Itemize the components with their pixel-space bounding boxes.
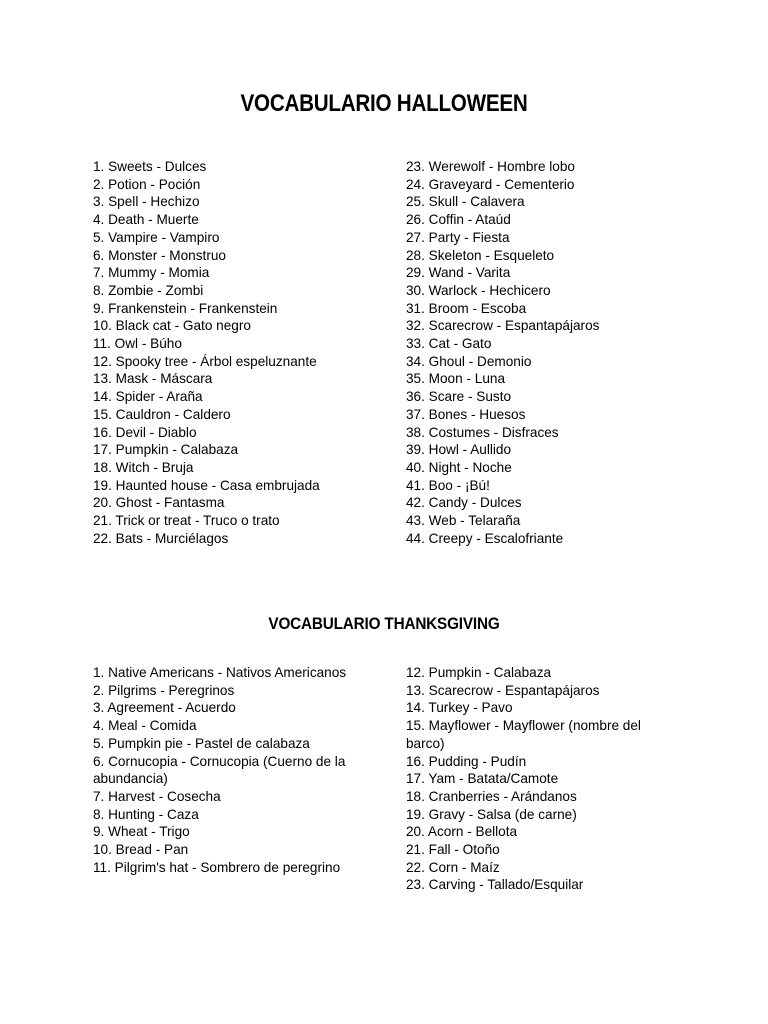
vocab-item: 29. Wand - Varita [406, 265, 511, 281]
vocab-item: 13. Mask - Máscara [93, 371, 213, 387]
vocab-item: 30. Warlock - Hechicero [406, 282, 551, 298]
vocab-item: 19. Haunted house - Casa embrujada [93, 477, 320, 493]
vocab-item: 14. Turkey - Pavo [406, 700, 513, 716]
vocab-item: 16. Devil - Diablo [93, 424, 197, 440]
vocab-item: 2. Potion - Poción [93, 176, 201, 192]
vocab-item: 20. Ghost - Fantasma [93, 495, 225, 511]
vocab-item: 37. Bones - Huesos [406, 406, 526, 422]
vocab-item: 14. Spider - Araña [93, 389, 203, 405]
vocab-item: 6. Cornucopia - Cornucopia (Cuerno de la abundancia) [93, 753, 346, 787]
vocab-item: 10. Black cat - Gato negro [93, 318, 251, 334]
vocab-item: 3. Agreement - Acuerdo [93, 700, 236, 716]
vocab-item: 25. Skull - Calavera [406, 194, 525, 210]
vocab-item: 43. Web - Telaraña [406, 513, 521, 529]
vocab-item: 8. Zombie - Zombi [93, 282, 204, 298]
vocab-item: 18. Witch - Bruja [93, 459, 194, 475]
vocab-item: 41. Boo - ¡Bú! [406, 477, 490, 493]
vocab-item: 20. Acorn - Bellota [406, 824, 518, 840]
vocab-item: 2. Pilgrims - Peregrinos [93, 682, 235, 698]
vocab-item: 40. Night - Noche [406, 459, 512, 475]
vocab-item: 32. Scarecrow - Espantapájaros [406, 318, 600, 334]
vocab-item: 22. Corn - Maíz [406, 859, 500, 875]
vocab-item: 1. Sweets - Dulces [93, 159, 207, 174]
vocab-item: 16. Pudding - Pudín [406, 753, 527, 769]
vocab-item: 4. Meal - Comida [93, 718, 197, 734]
vocab-item: 42. Candy - Dulces [406, 495, 522, 511]
vocab-item: 4. Death - Muerte [93, 212, 199, 228]
thanksgiving-title: VOCABULARIO THANKSGIVING [268, 614, 500, 633]
thanksgiving-vocab-list-left [93, 664, 368, 876]
vocab-item: 13. Scarecrow - Espantapájaros [406, 682, 600, 698]
vocab-item: 19. Gravy - Salsa (de carne) [406, 806, 577, 822]
vocab-item: 9. Frankenstein - Frankenstein [93, 300, 278, 316]
vocab-item: 35. Moon - Luna [406, 371, 505, 387]
halloween-vocab-list-right [406, 158, 696, 547]
halloween-vocab-list-left [93, 158, 383, 547]
vocab-item: 39. Howl - Aullido [406, 442, 512, 458]
vocab-item: 26. Coffin - Ataúd [406, 212, 511, 228]
vocab-item: 18. Cranberries - Arándanos [406, 788, 577, 804]
vocab-item: 38. Costumes - Disfraces [406, 424, 559, 440]
vocab-item: 9. Wheat - Trigo [93, 824, 190, 840]
halloween-title: VOCABULARIO HALLOWEEN [240, 90, 528, 117]
vocab-item: 27. Party - Fiesta [406, 229, 510, 245]
vocab-item: 7. Mummy - Momia [93, 265, 210, 281]
vocab-item: 5. Pumpkin pie - Pastel de calabaza [93, 735, 310, 751]
vocab-item: 12. Pumpkin - Calabaza [406, 665, 552, 680]
vocab-item: 17. Yam - Batata/Camote [406, 771, 559, 787]
vocab-item: 6. Monster - Monstruo [93, 247, 226, 263]
vocab-item: 17. Pumpkin - Calabaza [93, 442, 239, 458]
vocab-item: 5. Vampire - Vampiro [93, 229, 220, 245]
vocab-item: 31. Broom - Escoba [406, 300, 527, 316]
vocab-item: 23. Carving - Tallado/Esquilar [406, 877, 584, 893]
vocab-item: 34. Ghoul - Demonio [406, 353, 532, 369]
vocab-item: 7. Harvest - Cosecha [93, 788, 221, 804]
vocab-item: 44. Creepy - Escalofriante [406, 530, 564, 546]
vocab-item: 15. Cauldron - Caldero [93, 406, 231, 422]
vocab-item: 3. Spell - Hechizo [93, 194, 200, 210]
vocab-item: 11. Pilgrim's hat - Sombrero de peregrino [93, 859, 341, 875]
vocab-item: 12. Spooky tree - Árbol espeluznante [93, 353, 317, 369]
vocab-item: 8. Hunting - Caza [93, 806, 199, 822]
vocab-item: 33. Cat - Gato [406, 336, 492, 352]
vocab-item: 21. Trick or treat - Truco o trato [93, 513, 280, 529]
vocab-item: 23. Werewolf - Hombre lobo [406, 159, 575, 174]
vocab-item: 10. Bread - Pan [93, 842, 189, 858]
thanksgiving-vocab-list-right [406, 664, 661, 894]
vocab-item: 24. Graveyard - Cementerio [406, 176, 575, 192]
vocab-item: 1. Native Americans - Nativos Americanos [93, 665, 347, 680]
vocab-item: 15. Mayflower - Mayflower (nombre del barco) [406, 718, 641, 751]
vocab-item: 22. Bats - Murciélagos [93, 530, 229, 546]
vocab-item: 28. Skeleton - Esqueleto [406, 247, 555, 263]
vocab-item: 36. Scare - Susto [406, 389, 512, 405]
vocab-item: 21. Fall - Otoño [406, 842, 500, 858]
vocab-item: 11. Owl - Búho [93, 336, 182, 352]
